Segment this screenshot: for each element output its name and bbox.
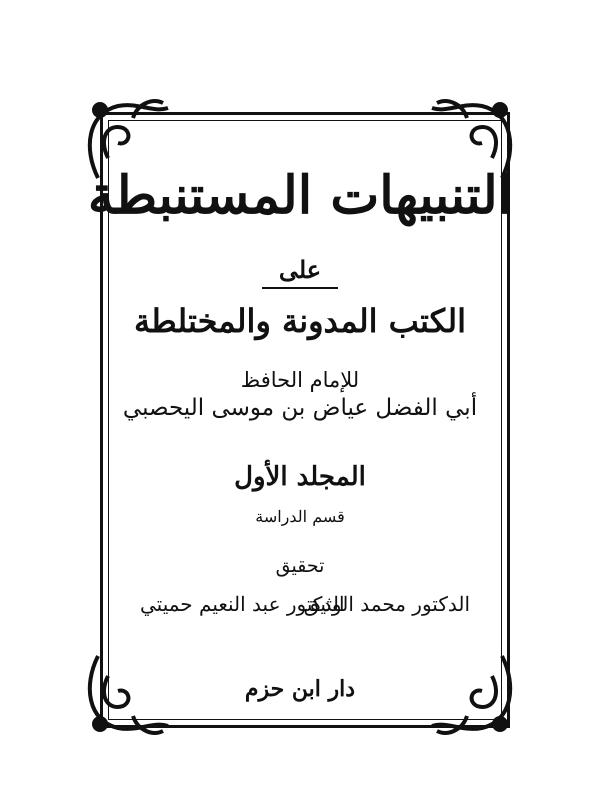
title-connector: على	[278, 255, 322, 284]
publisher: دار ابن حزم	[244, 676, 356, 702]
author-prefix: للإمام الحافظ	[240, 368, 360, 392]
section-label: قسم الدراسة	[255, 507, 345, 526]
author-name: أبي الفضل عياض بن موسى اليحصبي	[122, 395, 478, 421]
editor-2: الدكتور عبد النعيم حميتي	[140, 592, 345, 616]
volume-label: المجلد الأول	[234, 462, 366, 492]
editor-1: الدكتور محمد الوثيق	[303, 592, 470, 616]
edited-by-label: تحقيق	[275, 555, 325, 577]
divider-line	[262, 287, 338, 289]
book-title: التنبيهات المستنبطة	[87, 165, 513, 226]
book-subtitle: الكتب المدونة والمختلطة	[133, 302, 467, 340]
